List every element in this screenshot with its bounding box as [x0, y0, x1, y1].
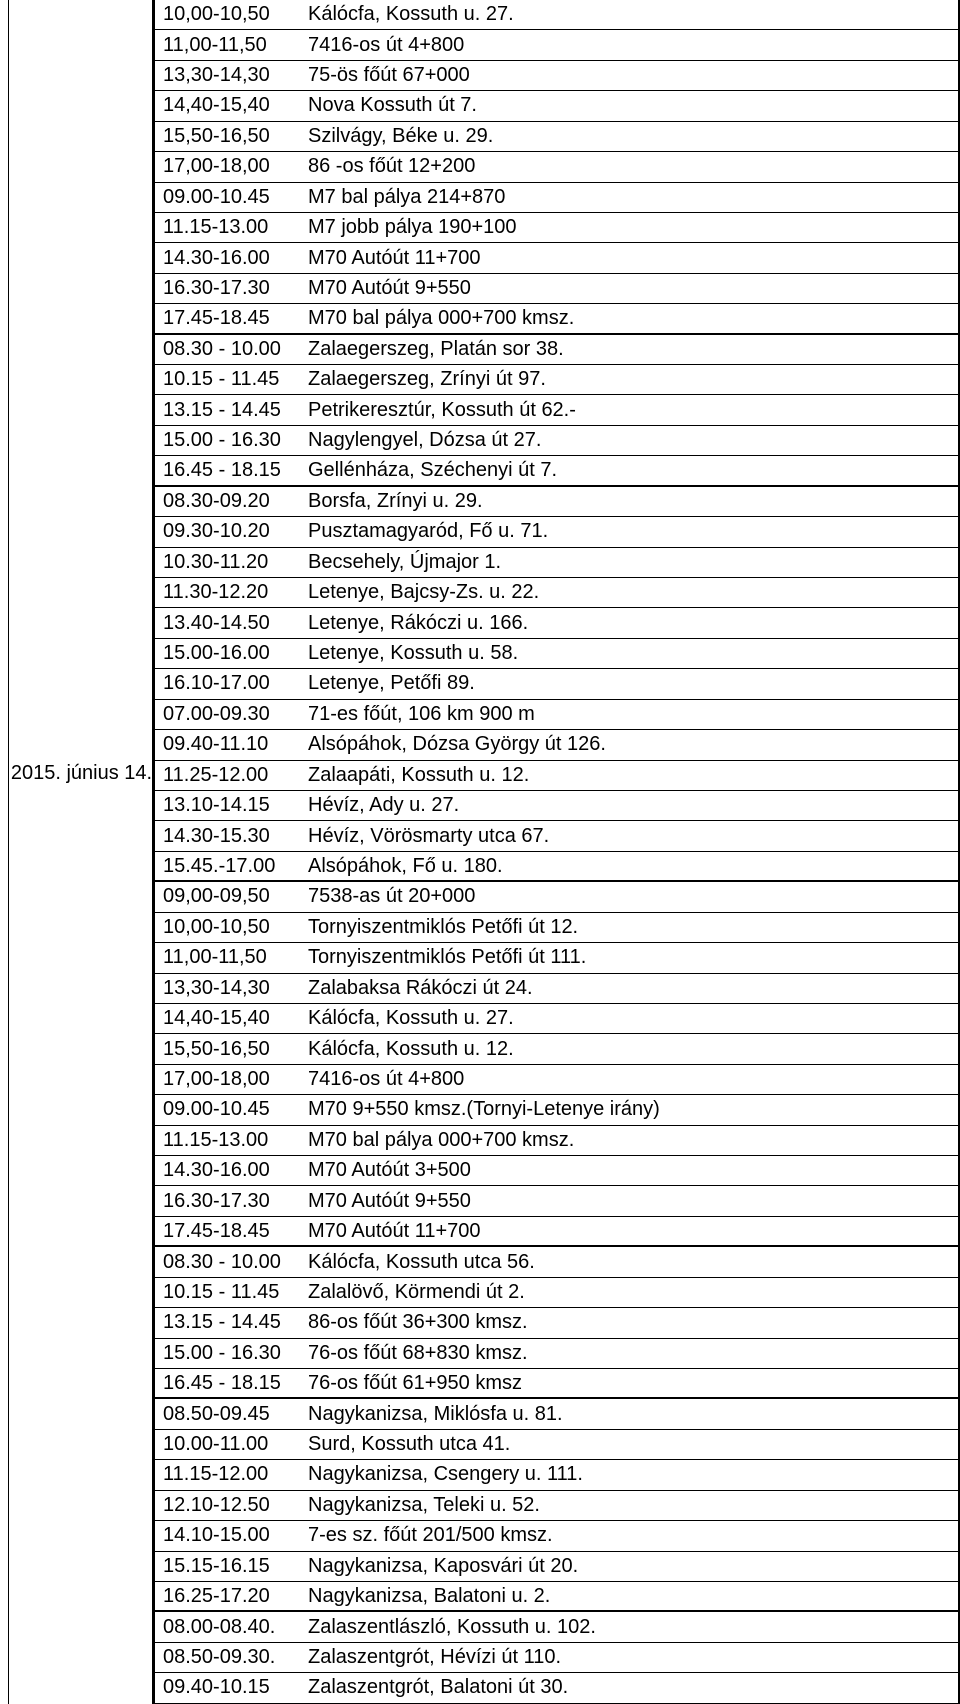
time-cell: 08.00-08.40. — [163, 1615, 276, 1638]
table-row — [154, 1247, 960, 1277]
location-cell: Nagykanizsa, Teleki u. 52. — [308, 1493, 540, 1516]
time-cell: 14,40-15,40 — [163, 1007, 270, 1030]
date-cell — [8, 0, 153, 1704]
location-cell: M70 9+550 kmsz.(Tornyi-Letenye irány) — [308, 1098, 660, 1121]
location-cell: Hévíz, Vörösmarty utca 67. — [308, 824, 550, 847]
table-row — [154, 1491, 960, 1521]
time-cell: 15.00 - 16.30 — [163, 1341, 281, 1364]
table-row — [154, 548, 960, 578]
location-cell: Letenye, Kossuth u. 58. — [308, 642, 519, 665]
time-cell: 08.30-09.20 — [163, 489, 270, 512]
table-row — [154, 0, 960, 30]
location-cell: Kálócfa, Kossuth u. 12. — [308, 1037, 514, 1060]
location-cell: Alsópáhok, Fő u. 180. — [308, 854, 503, 877]
table-row — [154, 1308, 960, 1338]
location-cell: Letenye, Petőfi 89. — [308, 672, 475, 695]
location-cell: M7 bal pálya 214+870 — [308, 185, 506, 208]
table-row — [154, 1673, 960, 1703]
time-cell: 15.15-16.15 — [163, 1554, 270, 1577]
location-cell: Gellénháza, Széchenyi út 7. — [308, 459, 558, 482]
schedule-rows — [154, 0, 960, 1704]
location-cell: 86 -os főút 12+200 — [308, 155, 476, 178]
table-row — [154, 882, 960, 912]
table-row — [154, 1186, 960, 1216]
time-cell: 09.00-10.45 — [163, 1098, 270, 1121]
table-row — [154, 1521, 960, 1551]
location-cell: Zalabaksa Rákóczi út 24. — [308, 976, 533, 999]
table-row — [154, 852, 960, 882]
table-row — [154, 61, 960, 91]
time-cell: 16.45 - 18.15 — [163, 459, 281, 482]
time-cell: 11,00-11,50 — [163, 33, 267, 56]
table-row — [154, 1034, 960, 1064]
location-cell: M70 Autóút 9+550 — [308, 277, 471, 299]
time-cell: 17,00-18,00 — [163, 155, 270, 178]
table-row — [154, 608, 960, 638]
time-cell: 14.30-16.00 — [163, 1159, 270, 1182]
time-cell: 15,50-16,50 — [163, 124, 270, 147]
location-cell: Letenye, Bajcsy-Zs. u. 22. — [308, 581, 540, 604]
time-cell: 10,00-10,50 — [163, 915, 270, 938]
location-cell: Zalaszentgrót, Hévízi út 110. — [308, 1645, 562, 1668]
time-cell: 09.40-10.15 — [163, 1676, 270, 1699]
table-row — [154, 1460, 960, 1490]
location-cell: Becsehely, Újmajor 1. — [308, 550, 502, 573]
time-cell: 14.30-16.00 — [163, 246, 270, 269]
time-cell: 08.30 - 10.00 — [163, 1250, 281, 1273]
time-cell: 11.15-13.00 — [163, 216, 269, 239]
location-cell: Borsfa, Zrínyi u. 29. — [308, 489, 483, 512]
time-cell: 17.45-18.45 — [163, 306, 270, 329]
table-row — [154, 183, 960, 213]
table-row — [154, 1612, 960, 1642]
location-cell: 7416-os út 4+800 — [308, 33, 465, 56]
table-row — [154, 1095, 960, 1125]
location-cell: Kálócfa, Kossuth u. 27. — [308, 3, 514, 26]
time-cell: 10.30-11.20 — [163, 550, 269, 573]
location-cell: Zalalövő, Körmendi út 2. — [308, 1280, 525, 1303]
location-cell: Zalaegerszeg, Platán sor 38. — [308, 337, 564, 360]
location-cell: Hévíz, Ady u. 27. — [308, 794, 460, 817]
location-cell: 71-es főút, 106 km 900 m — [308, 702, 535, 725]
table-row — [154, 1643, 960, 1673]
time-cell: 11.30-12.20 — [163, 581, 269, 604]
time-cell: 16.30-17.30 — [163, 1189, 270, 1212]
location-cell: Kálócfa, Kossuth utca 56. — [308, 1250, 535, 1273]
time-cell: 07.00-09.30 — [163, 702, 270, 725]
location-cell: 76-os főút 68+830 kmsz. — [308, 1341, 528, 1364]
table-row — [154, 974, 960, 1004]
time-cell: 11.25-12.00 — [163, 763, 269, 786]
location-cell: 76-os főút 61+950 kmsz — [308, 1371, 523, 1394]
table-row — [154, 304, 960, 334]
time-cell: 15.00-16.00 — [163, 642, 270, 665]
location-cell: Letenye, Rákóczi u. 166. — [308, 611, 529, 634]
time-cell: 14,40-15,40 — [163, 94, 270, 117]
time-cell: 14.30-15.30 — [163, 824, 270, 847]
location-cell: Nagykanizsa, Miklósfa u. 81. — [308, 1402, 563, 1425]
location-cell: M7 jobb pálya 190+100 — [308, 216, 517, 239]
time-cell: 14.10-15.00 — [163, 1524, 270, 1547]
location-cell: 86-os főút 36+300 kmsz. — [308, 1311, 528, 1334]
time-cell: 15,50-16,50 — [163, 1037, 270, 1060]
location-cell: M70 bal pálya 000+700 kmsz. — [308, 306, 575, 329]
time-cell: 17,00-18,00 — [163, 1067, 270, 1090]
time-cell: 16.25-17.20 — [163, 1584, 270, 1607]
table-row — [154, 426, 960, 456]
location-cell: Tornyiszentmiklós Petőfi út 111. — [308, 946, 587, 969]
time-cell: 12.10-12.50 — [163, 1493, 270, 1516]
table-row — [154, 943, 960, 973]
location-cell: M70 Autóút 9+550 — [308, 1189, 471, 1212]
time-cell: 08.50-09.45 — [163, 1402, 270, 1425]
table-row — [154, 395, 960, 425]
time-cell: 15.45.-17.00 — [163, 854, 276, 877]
location-cell: 7538-as út 20+000 — [308, 885, 476, 908]
table-row — [154, 1004, 960, 1034]
time-cell: 17.45-18.45 — [163, 1219, 270, 1242]
location-cell: Nova Kossuth út 7. — [308, 94, 477, 117]
time-cell: 10.15 - 11.45 — [163, 368, 280, 391]
time-cell: 11.15-13.00 — [163, 1128, 269, 1151]
table-row — [154, 122, 960, 152]
time-cell: 10.00-11.00 — [163, 1433, 269, 1456]
table-row — [154, 639, 960, 669]
location-cell: Nagykanizsa, Csengery u. 111. — [308, 1463, 583, 1486]
location-cell: 7-es sz. főút 201/500 kmsz. — [308, 1524, 553, 1547]
location-cell: Zalaapáti, Kossuth u. 12. — [308, 763, 530, 786]
location-cell: Petrikeresztúr, Kossuth út 62.- — [308, 398, 576, 421]
time-cell: 09.40-11.10 — [163, 733, 269, 756]
table-row — [154, 456, 960, 486]
location-cell: Tornyiszentmiklós Petőfi út 12. — [308, 915, 579, 938]
location-cell: Zalaszentgrót, Balatoni út 30. — [308, 1676, 569, 1699]
time-cell: 10.15 - 11.45 — [163, 1280, 280, 1303]
location-cell: Szilvágy, Béke u. 29. — [308, 124, 494, 147]
table-row — [154, 487, 960, 517]
table-row — [154, 1369, 960, 1399]
location-cell: M70 Autóút 3+500 — [308, 1159, 471, 1182]
time-cell: 10,00-10,50 — [163, 3, 270, 26]
time-cell: 09.00-10.45 — [163, 185, 270, 208]
location-cell: 75-ös főút 67+000 — [308, 64, 470, 87]
table-row — [154, 578, 960, 608]
date-label: 2015. június 14. — [10, 762, 153, 784]
location-cell: Nagylengyel, Dózsa út 27. — [308, 429, 542, 452]
table-row — [154, 30, 960, 60]
table-row — [154, 913, 960, 943]
location-cell: Nagykanizsa, Kaposvári út 20. — [308, 1554, 579, 1577]
table-row — [154, 1339, 960, 1369]
location-cell: M70 Autóút 11+700 — [308, 246, 481, 269]
time-cell: 16.10-17.00 — [163, 672, 270, 695]
table-row — [154, 761, 960, 791]
table-row — [154, 1399, 960, 1429]
table-row — [154, 1065, 960, 1095]
table-row — [154, 669, 960, 699]
table-row — [154, 335, 960, 365]
table-row — [154, 365, 960, 395]
location-cell: Alsópáhok, Dózsa György út 126. — [308, 733, 606, 756]
table-row — [154, 791, 960, 821]
table-row — [154, 243, 960, 273]
time-cell: 13.15 - 14.45 — [163, 1311, 281, 1334]
time-cell: 13,30-14,30 — [163, 976, 270, 999]
table-row — [154, 700, 960, 730]
table-row — [154, 1582, 960, 1612]
table-row — [154, 91, 960, 121]
table-row — [154, 1156, 960, 1186]
location-cell: Pusztamagyaród, Fő u. 71. — [308, 520, 549, 543]
location-cell: M70 bal pálya 000+700 kmsz. — [308, 1128, 575, 1151]
time-cell: 16.45 - 18.15 — [163, 1371, 281, 1394]
table-row — [154, 1217, 960, 1247]
time-cell: 08.50-09.30. — [163, 1645, 276, 1668]
time-cell: 15.00 - 16.30 — [163, 429, 281, 452]
location-cell: Kálócfa, Kossuth u. 27. — [308, 1007, 514, 1030]
table-row — [154, 152, 960, 182]
location-cell: Zalaszentlászló, Kossuth u. 102. — [308, 1615, 596, 1638]
table-row — [154, 213, 960, 243]
time-cell: 08.30 - 10.00 — [163, 337, 281, 360]
location-cell: M70 Autóút 11+700 — [308, 1219, 481, 1242]
table-row — [154, 730, 960, 760]
time-cell: 16.30-17.30 — [163, 277, 270, 299]
table-row — [154, 1126, 960, 1156]
table-row — [154, 274, 960, 304]
location-cell: Zalaegerszeg, Zrínyi út 97. — [308, 368, 546, 391]
time-cell: 11,00-11,50 — [163, 946, 267, 969]
location-cell: 7416-os út 4+800 — [308, 1067, 465, 1090]
table-row — [154, 821, 960, 851]
table-row — [154, 1552, 960, 1582]
location-cell: Surd, Kossuth utca 41. — [308, 1433, 511, 1456]
time-cell: 13.15 - 14.45 — [163, 398, 281, 421]
time-cell: 11.15-12.00 — [163, 1463, 269, 1486]
time-cell: 13.40-14.50 — [163, 611, 270, 634]
time-cell: 13.10-14.15 — [163, 794, 270, 817]
table-row — [154, 517, 960, 547]
time-cell: 13,30-14,30 — [163, 64, 270, 87]
table-row — [154, 1430, 960, 1460]
time-cell: 09,00-09,50 — [163, 885, 270, 908]
location-cell: Nagykanizsa, Balatoni u. 2. — [308, 1584, 551, 1607]
table-row — [154, 1278, 960, 1308]
time-cell: 09.30-10.20 — [163, 520, 270, 543]
